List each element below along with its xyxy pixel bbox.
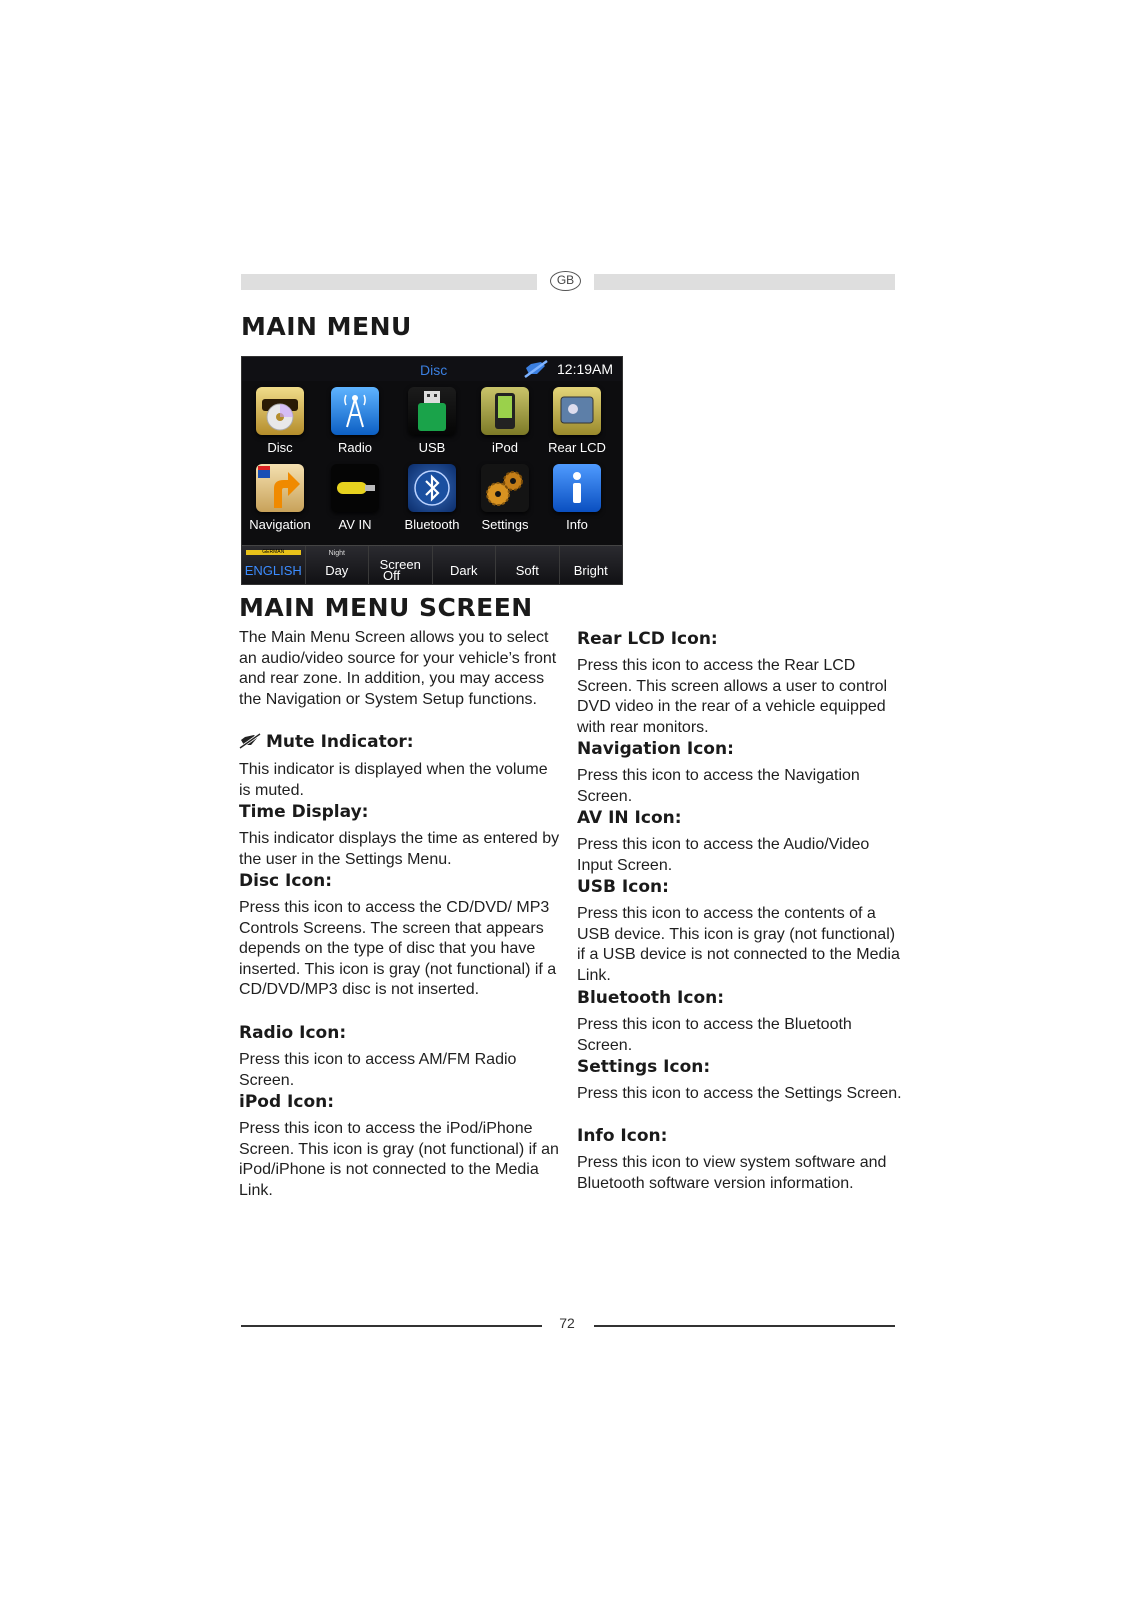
av-in-heading: AV IN Icon: (577, 808, 682, 828)
av-in-icon (331, 464, 379, 512)
header-bar-left (241, 274, 537, 290)
disc-label: Disc (267, 440, 293, 455)
time-display: 12:19AM (557, 361, 614, 377)
footer-line-left (241, 1325, 542, 1327)
language-button[interactable] (242, 546, 306, 584)
bluetooth-heading: Bluetooth Icon: (577, 988, 725, 1008)
bright-label: Bright (573, 563, 608, 578)
rear-lcd-heading: Rear LCD Icon: (577, 629, 718, 649)
mute-indicator-icon (239, 733, 261, 749)
ipod-icon (481, 387, 529, 435)
navigation-icon (256, 464, 304, 512)
settings-icon (481, 464, 529, 512)
usb-label: USB (418, 440, 446, 455)
navigation-tile[interactable] (245, 464, 315, 532)
bluetooth-icon (408, 464, 456, 512)
ipod-paragraph: Press this icon to access the iPod/iPhone Screen. This icon is gray (not functional) if an iPod/iPhone is not connected to the Media Link. (239, 1120, 559, 1199)
footer-line-right (594, 1325, 895, 1327)
ipod-label: iPod (491, 440, 519, 455)
disc-tile[interactable] (245, 387, 315, 455)
soft-button[interactable] (496, 546, 560, 584)
screen-label: Screen (379, 557, 421, 572)
info-icon (553, 464, 601, 512)
off-label: Off (383, 568, 401, 583)
av-in-tile[interactable] (320, 464, 390, 532)
rear-lcd-tile[interactable] (542, 387, 612, 455)
page-number: 72 (559, 1315, 575, 1331)
day-night-button[interactable] (306, 546, 370, 584)
mute-heading (239, 732, 414, 752)
bright-button[interactable] (560, 546, 623, 584)
bluetooth-tile[interactable] (397, 464, 467, 532)
day-label: Day (325, 563, 349, 578)
soft-label: Soft (515, 563, 539, 578)
bottom-bar (242, 545, 622, 584)
radio-paragraph: Press this icon to access AM/FM Radio Screen. (239, 1051, 517, 1089)
radio-icon (331, 387, 379, 435)
mute-paragraph: This indicator is displayed when the volume is muted. (239, 761, 548, 799)
settings-paragraph: Press this icon to access the Settings Screen. (577, 1085, 902, 1102)
section-title: MAIN MENU SCREEN (239, 593, 533, 622)
usb-paragraph: Press this icon to access the contents of a USB device. This icon is gray (not functional) if a USB device is not connected to the Media Link. (577, 905, 900, 984)
mute-icon (523, 360, 549, 378)
header-bar-right (594, 274, 895, 290)
ipod-heading: iPod Icon: (239, 1092, 335, 1112)
bluetooth-paragraph: Press this icon to access the Bluetooth Screen. (577, 1016, 852, 1054)
night-label: Night (328, 550, 345, 557)
ipod-tile[interactable] (470, 387, 540, 455)
disc-heading: Disc Icon: (239, 871, 333, 891)
screen-off-button[interactable] (369, 546, 433, 584)
current-source: Disc (420, 362, 448, 378)
info-heading: Info Icon: (577, 1126, 668, 1146)
info-tile[interactable] (542, 464, 612, 532)
time-heading: Time Display: (239, 802, 369, 822)
settings-label: Settings (481, 517, 529, 532)
usb-icon (408, 387, 456, 435)
av-in-label: AV IN (338, 517, 372, 532)
mute-heading-text: Mute Indicator: (266, 732, 414, 752)
settings-heading: Settings Icon: (577, 1057, 711, 1077)
dark-label: Dark (450, 563, 478, 578)
intro-paragraph: The Main Menu Screen allows you to select an audio/video source for your vehicle’s front and rear zone. In addition, you may access the Navigation or System Setup functions. (239, 629, 557, 708)
av-in-paragraph: Press this icon to access the Audio/Video Input Screen. (577, 836, 870, 874)
time-paragraph: This indicator displays the time as entered by the user in the Settings Menu. (239, 830, 560, 868)
info-paragraph: Press this icon to view system software and Bluetooth software version information. (577, 1154, 887, 1192)
usb-tile[interactable] (397, 387, 467, 455)
disc-icon (256, 387, 304, 435)
disc-paragraph: Press this icon to access the CD/DVD/ MP3 Controls Screens. The screen that appears depends on the type of disc that you have inserted. This icon is gray (not functional) if a CD/DVD/MP3 disc is not inserted. (239, 899, 557, 999)
dark-button[interactable] (433, 546, 497, 584)
bluetooth-label: Bluetooth (404, 517, 460, 532)
page-title: MAIN MENU (241, 312, 412, 341)
rear-lcd-icon (553, 387, 601, 435)
navigation-heading: Navigation Icon: (577, 739, 734, 759)
rear-lcd-label: Rear LCD (548, 440, 606, 455)
settings-tile[interactable] (470, 464, 540, 532)
language-small-label: GERMAN (246, 550, 301, 555)
radio-label: Radio (338, 440, 372, 455)
navigation-paragraph: Press this icon to access the Navigation Screen. (577, 767, 860, 805)
radio-heading: Radio Icon: (239, 1023, 347, 1043)
usb-heading: USB Icon: (577, 877, 669, 897)
navigation-label: Navigation (249, 517, 311, 532)
info-label: Info (566, 517, 588, 532)
status-bar (242, 357, 622, 381)
rear-lcd-paragraph: Press this icon to access the Rear LCD Screen. This screen allows a user to control DVD video in the rear of a vehicle equipped with rear monitors. (577, 657, 888, 736)
language-badge: GB (550, 271, 581, 291)
language-label: ENGLISH (244, 563, 302, 578)
main-menu-screenshot (241, 356, 623, 585)
radio-tile[interactable] (320, 387, 390, 455)
